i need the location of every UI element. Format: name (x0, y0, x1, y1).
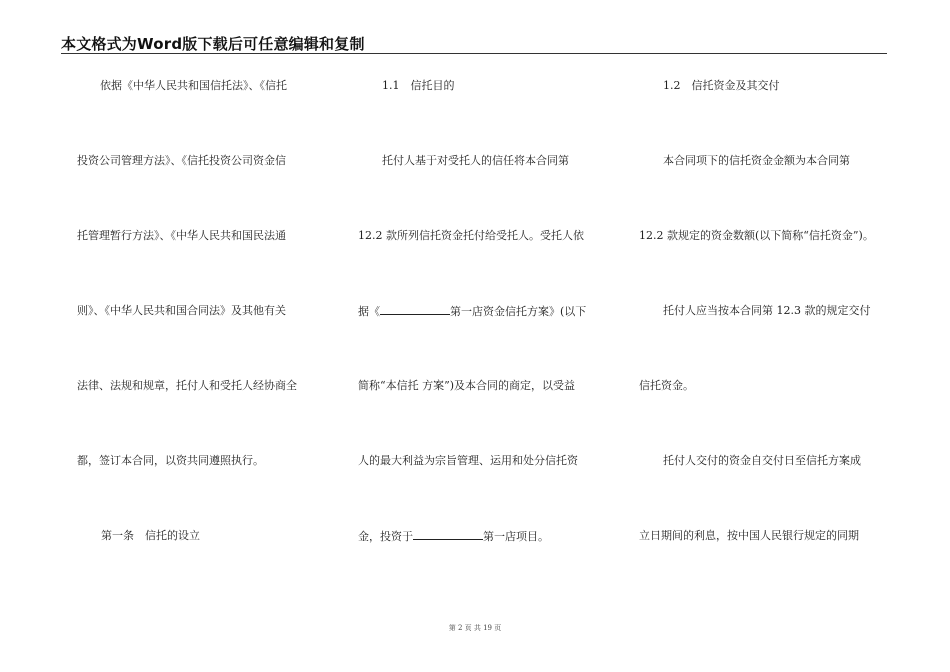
text-line: 12.2 款所列信托资金托付给受托人。受托人依 (358, 229, 584, 242)
text-line: 立日期间的利息，按中国人民银行规定的同期 (639, 529, 859, 542)
page-number-footer: 第 2 页 共 19 页 (448, 624, 502, 632)
text-fragment: 据《 (358, 305, 380, 318)
text-line: 简称“本信托 方案”)及本合同的商定，以受益 (358, 379, 576, 392)
text-fragment: 第一店项目。 (483, 530, 549, 543)
fill-in-blank (380, 304, 450, 315)
text-line (358, 529, 549, 544)
text-line: 都，签订本合同，以资共同遵照执行。 (77, 454, 264, 467)
text-line: 本合同项下的信托资金金额为本合同第 (663, 154, 850, 167)
header-divider (61, 53, 887, 54)
text-line: 投资公司管理方法》、《信托投资公司资金信 (77, 154, 286, 167)
section-heading: 1.2 信托资金及其交付 (663, 79, 780, 92)
text-line (358, 304, 586, 319)
fill-in-blank (413, 529, 483, 540)
section-heading: 第一条 信托的设立 (101, 529, 200, 542)
text-line: 托付人应当按本合同第 12.3 款的规定交付 (663, 304, 871, 317)
text-line: 依据《中华人民共和国信托法》、《信托 (100, 79, 287, 92)
text-line: 法律、法规和规章，托付人和受托人经协商全 (77, 379, 297, 392)
text-line: 则》、《中华人民共和国合同法》及其他有关 (77, 304, 286, 317)
text-fragment: 金，投资于 (358, 530, 413, 543)
page-header-title: 本文格式为Word版下载后可任意编辑和复制 (61, 35, 365, 53)
text-line: 托付人基于对受托人的信任将本合同第 (382, 154, 569, 167)
text-line: 托管理暂行方法》、《中华人民共和国民法通 (77, 229, 286, 242)
text-line: 12.2 款规定的资金数额(以下简称“信托资金”)。 (639, 229, 874, 242)
text-fragment: 第一店资金信托方案》(以下 (450, 305, 587, 318)
text-line: 托付人交付的资金自交付日至信托方案成 (663, 454, 861, 467)
section-heading: 1.1 信托目的 (382, 79, 455, 92)
text-line: 人的最大利益为宗旨管理、运用和处分信托资 (358, 454, 578, 467)
text-line: 信托资金。 (639, 379, 694, 392)
